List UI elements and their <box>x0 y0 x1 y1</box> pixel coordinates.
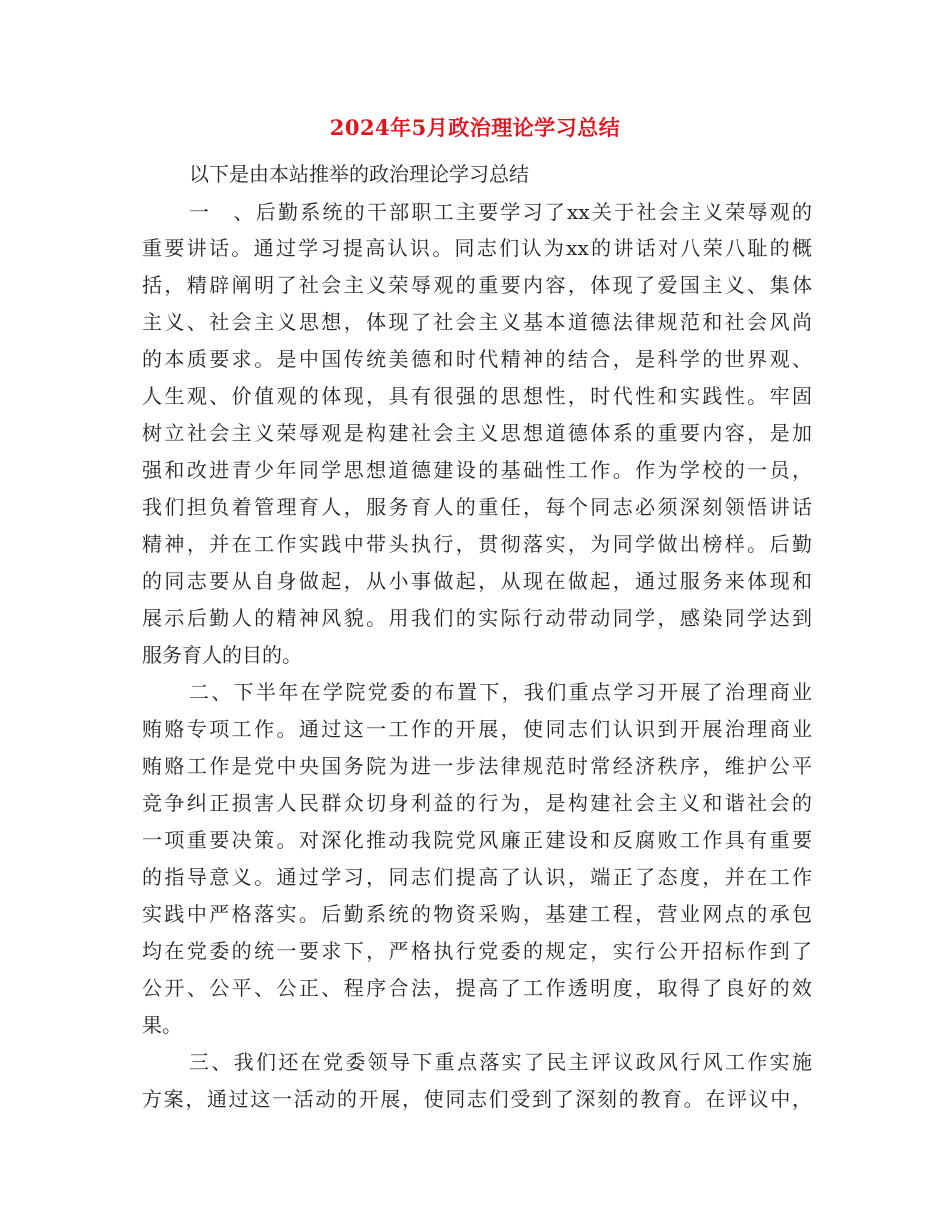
text-line: 方案，通过这一活动的开展，使同志们受到了深刻的教育。在评议中， <box>142 1087 812 1111</box>
text-line: 展示后勤人的精神风貌。用我们的实际行动带动同学，感染同学达到 <box>142 606 812 630</box>
document-title: 2024年5月政治理论学习总结 <box>329 115 621 140</box>
text-line: 一项重要决策。对深化推动我院党风廉正建设和反腐败工作具有重要 <box>142 828 812 852</box>
text-line: 我们担负着管理育人，服务育人的重任，每个同志必须深刻领悟讲话 <box>142 495 812 519</box>
text-line: 的同志要从自身做起，从小事做起，从现在做起，通过服务来体现和 <box>142 569 812 593</box>
text-line: 的指导意义。通过学习，同志们提高了认识，端正了态度，并在工作 <box>142 865 812 889</box>
text-line: 实践中严格落实。后勤系统的物资采购，基建工程，营业网点的承包 <box>142 902 812 926</box>
text-line: 竞争纠正损害人民群众切身利益的行为，是构建社会主义和谐社会的 <box>142 791 812 815</box>
text-line: 以下是由本站推举的政治理论学习总结 <box>189 162 529 186</box>
text-line: 人生观、价值观的体现，具有很强的思想性，时代性和实践性。牢固 <box>142 384 812 408</box>
text-line: 果。 <box>142 1013 182 1037</box>
text-line: 一 、后勤系统的干部职工主要学习了xx关于社会主义荣辱观的 <box>189 200 812 224</box>
text-line: 重要讲话。通过学习提高认识。同志们认为xx的讲话对八荣八耻的概 <box>142 236 812 260</box>
text-line: 强和改进青少年同学思想道德建设的基础性工作。作为学校的一员， <box>142 458 812 482</box>
text-line: 的本质要求。是中国传统美德和时代精神的结合，是科学的世界观、 <box>142 347 812 371</box>
text-line: 三、我们还在党委领导下重点落实了民主评议政风行风工作实施 <box>189 1050 812 1074</box>
text-line: 公开、公平、公正、程序合法，提高了工作透明度，取得了良好的效 <box>142 976 812 1000</box>
text-line: 贿赂工作是党中央国务院为进一步法律规范时常经济秩序，维护公平 <box>142 754 812 778</box>
text-line: 二、下半年在学院党委的布置下，我们重点学习开展了治理商业 <box>189 680 812 704</box>
text-line: 主义、社会主义思想，体现了社会主义基本道德法律规范和社会风尚 <box>142 310 812 334</box>
text-line: 服务育人的目的。 <box>142 643 302 667</box>
text-line: 均在党委的统一要求下，严格执行党委的规定，实行公开招标作到了 <box>142 939 812 963</box>
text-line: 树立社会主义荣辱观是构建社会主义思想道德体系的重要内容，是加 <box>142 421 812 445</box>
text-line: 括，精辟阐明了社会主义荣辱观的重要内容，体现了爱国主义、集体 <box>142 273 812 297</box>
text-line: 贿赂专项工作。通过这一工作的开展，使同志们认识到开展治理商业 <box>142 717 812 741</box>
text-line: 精神，并在工作实践中带头执行，贯彻落实，为同学做出榜样。后勤 <box>142 532 812 556</box>
